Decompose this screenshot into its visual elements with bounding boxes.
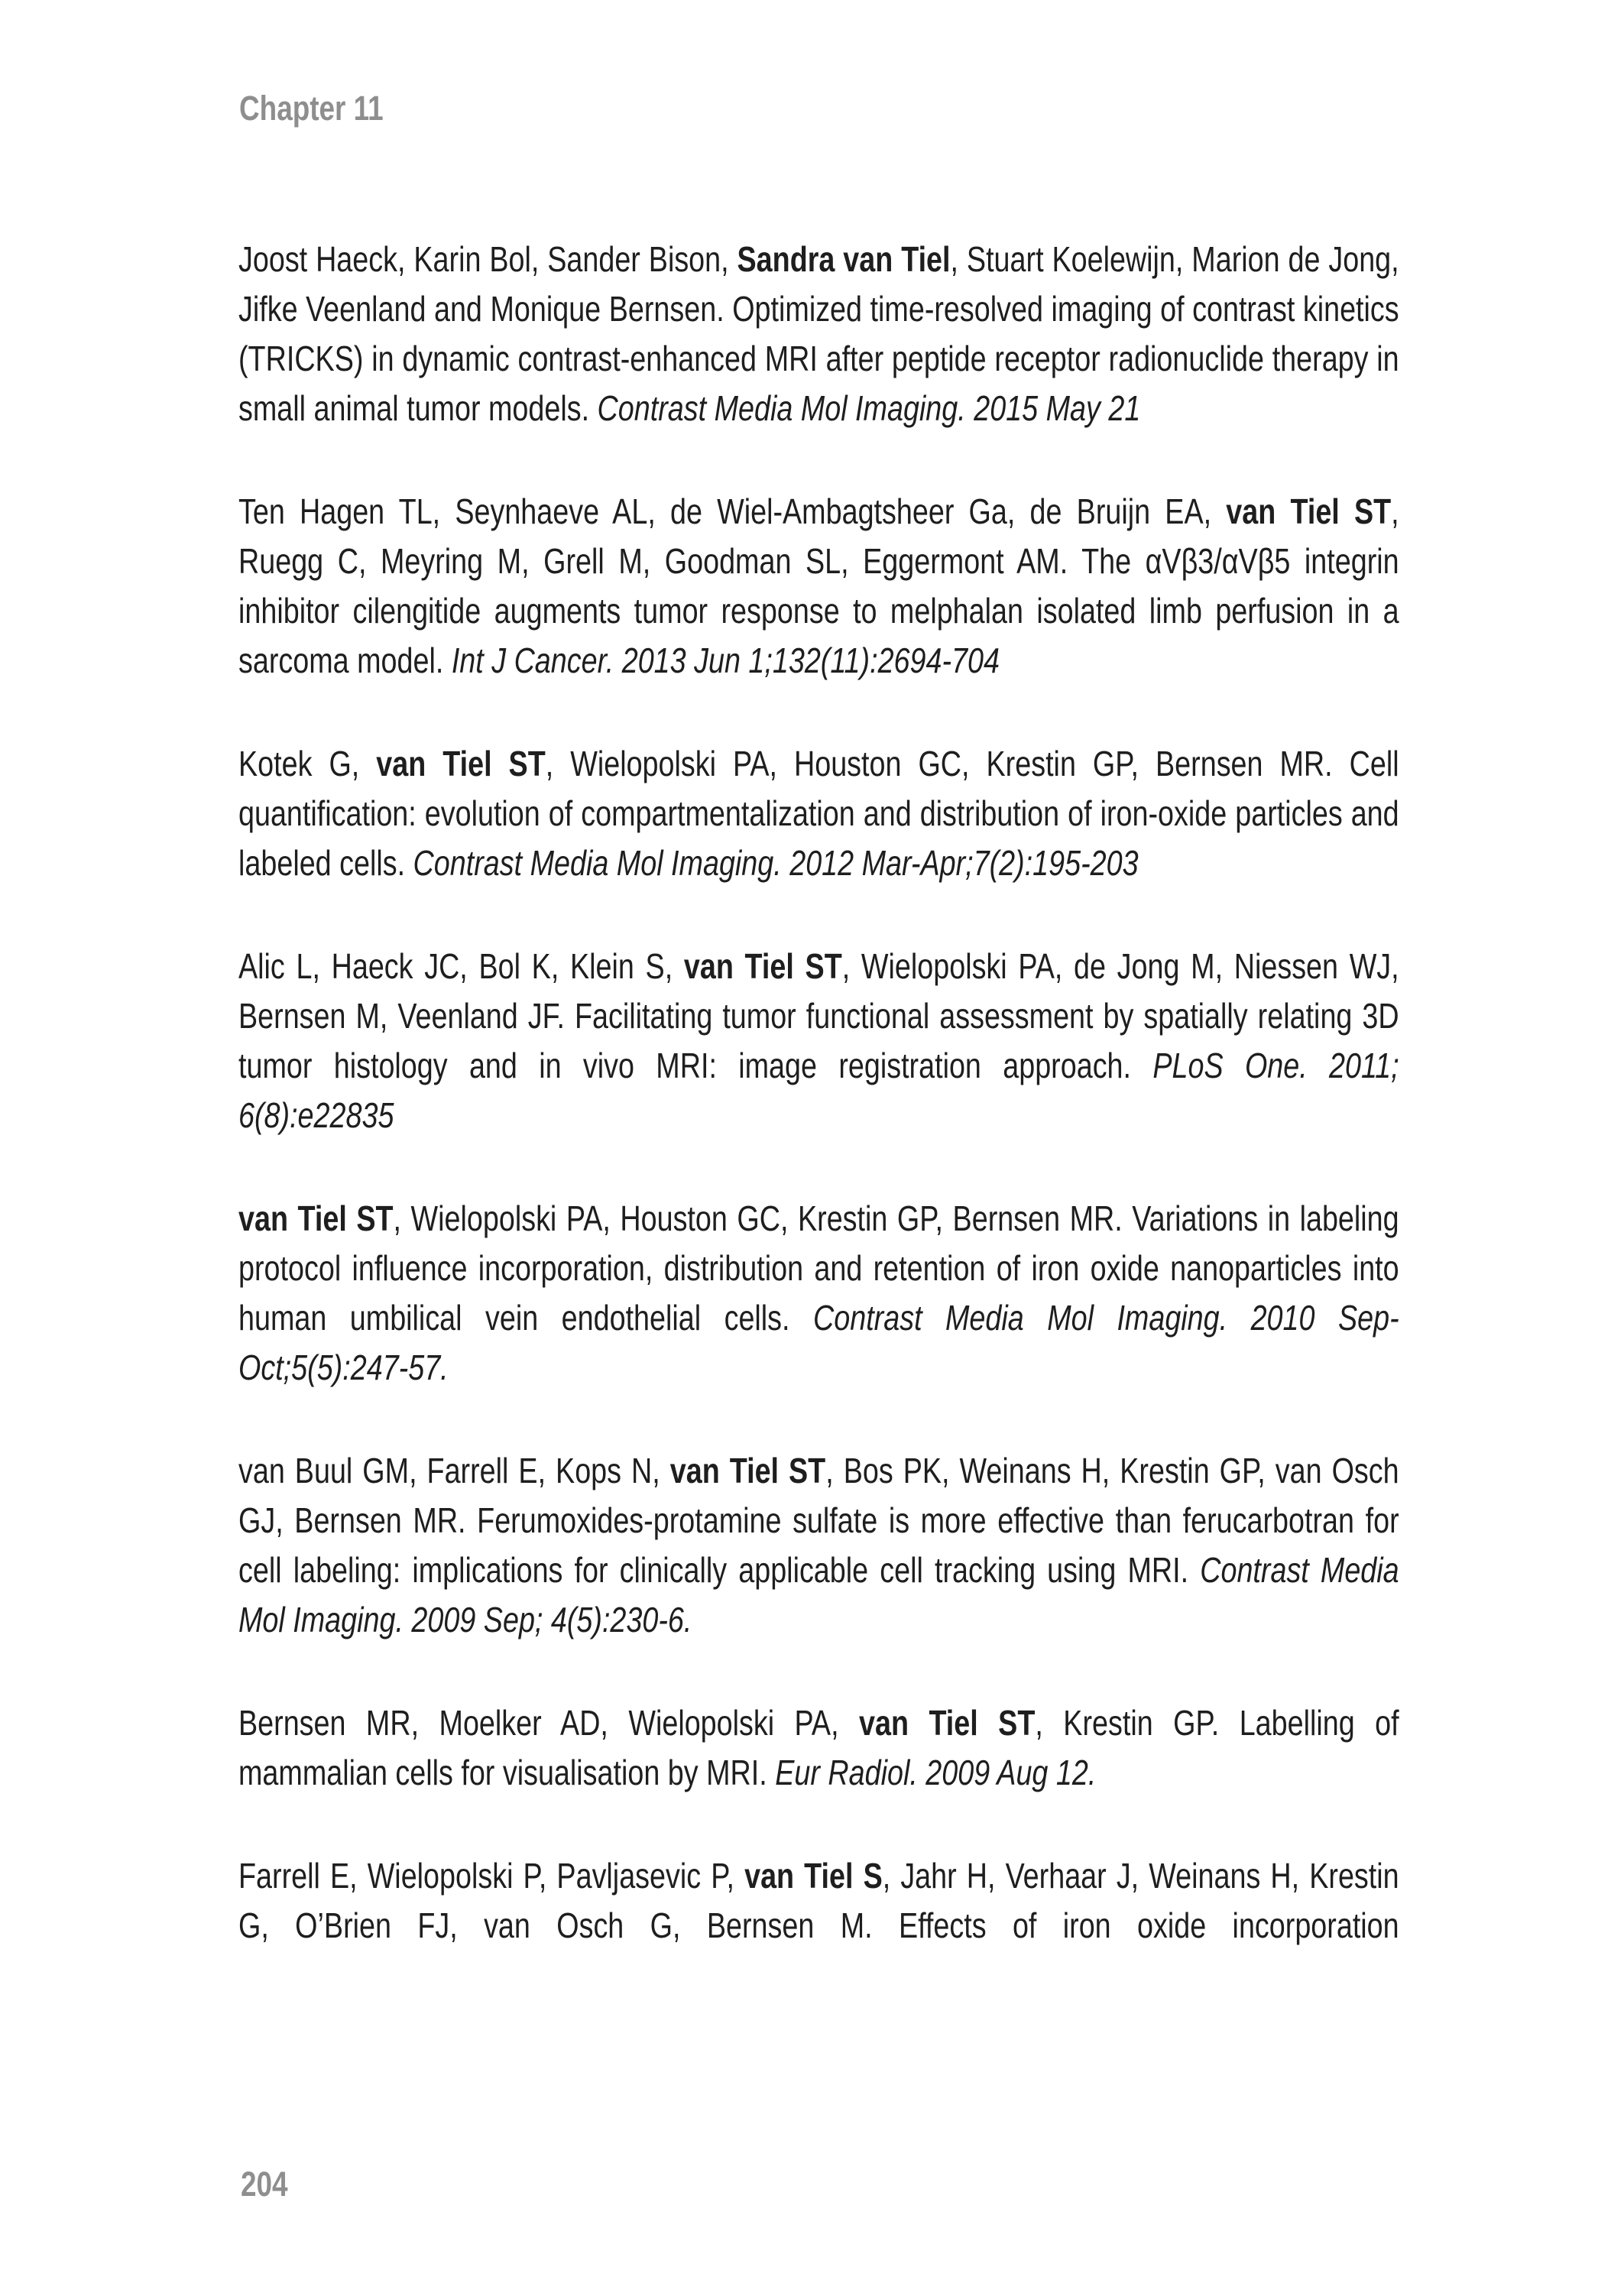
reference-text: , Ruegg C, Meyring M, Grell M, Goodman SL, Eggermont AM. The αVβ3/αVβ5 integrin inhibitor cilengitide augments tumor response to melphalan isolated limb perfusion in a sarcoma model. bbox=[238, 491, 1399, 680]
author-highlight: van Tiel ST bbox=[1226, 491, 1392, 531]
reference-entry bbox=[238, 942, 1399, 1140]
journal-citation: Contrast Media Mol Imaging. 2009 Sep; 4(5):230-6. bbox=[238, 1550, 1399, 1639]
journal-citation: Contrast Media Mol Imaging. 2010 Sep-Oct;5(5):247-57. bbox=[238, 1298, 1399, 1387]
reference-text: , Wielopolski PA, Houston GC, Krestin GP, Bernsen MR. Variations in labeling protocol influence incorporation, distribution and retention of iron oxide nanoparticles into human umbilical vein endothelial cells. bbox=[238, 1198, 1399, 1338]
journal-citation: Eur Radiol. 2009 Aug 12. bbox=[775, 1753, 1097, 1792]
publication-list bbox=[238, 235, 1399, 2004]
journal-citation: Int J Cancer. 2013 Jun 1;132(11):2694-704 bbox=[451, 641, 1000, 680]
reference-text: , Stuart Koelewijn, Marion de Jong, Jifke Veenland and Monique Bernsen. Optimized time-resolved imaging of contrast kinetics (TRICKS) in dynamic contrast-enhanced MRI after peptide receptor radionuclide therapy in small animal tumor models. bbox=[238, 239, 1399, 428]
reference-entry bbox=[238, 487, 1399, 686]
journal-citation: Contrast Media Mol Imaging. 2012 Mar-Apr;7(2):195-203 bbox=[413, 843, 1139, 883]
author-highlight: Sandra van Tiel bbox=[737, 239, 951, 279]
reference-entry bbox=[238, 739, 1399, 888]
journal-citation: PLoS One. 2011; 6(8):e22835 bbox=[238, 1046, 1399, 1135]
journal-citation: Contrast Media Mol Imaging. 2015 May 21 bbox=[597, 388, 1141, 428]
author-highlight: van Tiel S bbox=[744, 1856, 883, 1896]
reference-text: , Krestin GP. Labelling of mammalian cells for visualisation by MRI. bbox=[238, 1703, 1399, 1792]
reference-text: Farrell E, Wielopolski P, Pavljasevic P, bbox=[238, 1856, 745, 1896]
author-highlight: van Tiel ST bbox=[859, 1703, 1036, 1743]
reference-entry bbox=[238, 1194, 1399, 1393]
reference-text: , Wielopolski PA, Houston GC, Krestin GP, Bernsen MR. Cell quantification: evolution of compartmentalization and distribution of iron-oxide particles and labeled cells. bbox=[238, 744, 1399, 883]
reference-text: , Jahr H, Verhaar J, Weinans H, Krestin G, O’Brien FJ, van Osch G, Bernsen M. Effects of iron oxide incorporation bbox=[238, 1856, 1399, 1945]
reference-text: Kotek G, bbox=[238, 744, 377, 783]
reference-entry bbox=[238, 1446, 1399, 1645]
reference-entry bbox=[238, 1851, 1399, 1951]
author-highlight: van Tiel ST bbox=[238, 1198, 394, 1238]
reference-text: Joost Haeck, Karin Bol, Sander Bison, bbox=[238, 239, 737, 279]
reference-text: van Buul GM, Farrell E, Kops N, bbox=[238, 1451, 670, 1490]
reference-text: , Bos PK, Weinans H, Krestin GP, van Osch GJ, Bernsen MR. Ferumoxides-protamine sulfate is more effective than ferucarbotran for cell labeling: implications for clinically applicable cell tracking using MRI. bbox=[238, 1451, 1399, 1590]
reference-text: Alic L, Haeck JC, Bol K, Klein S, bbox=[238, 946, 684, 986]
reference-entry bbox=[238, 235, 1399, 433]
running-header: Chapter 11 bbox=[239, 89, 384, 128]
page-number: 204 bbox=[241, 2165, 288, 2204]
reference-entry bbox=[238, 1698, 1399, 1798]
reference-text: Ten Hagen TL, Seynhaeve AL, de Wiel-Ambagtsheer Ga, de Bruijn EA, bbox=[238, 491, 1227, 531]
reference-text: , Wielopolski PA, de Jong M, Niessen WJ, Bernsen M, Veenland JF. Facilitating tumor functional assessment by spatially relating 3D tumor histology and in vivo MRI: image registration approach. bbox=[238, 946, 1399, 1085]
author-highlight: van Tiel ST bbox=[683, 946, 842, 986]
author-highlight: van Tiel ST bbox=[669, 1451, 826, 1490]
reference-text: Bernsen MR, Moelker AD, Wielopolski PA, bbox=[238, 1703, 860, 1743]
author-highlight: van Tiel ST bbox=[376, 744, 546, 783]
